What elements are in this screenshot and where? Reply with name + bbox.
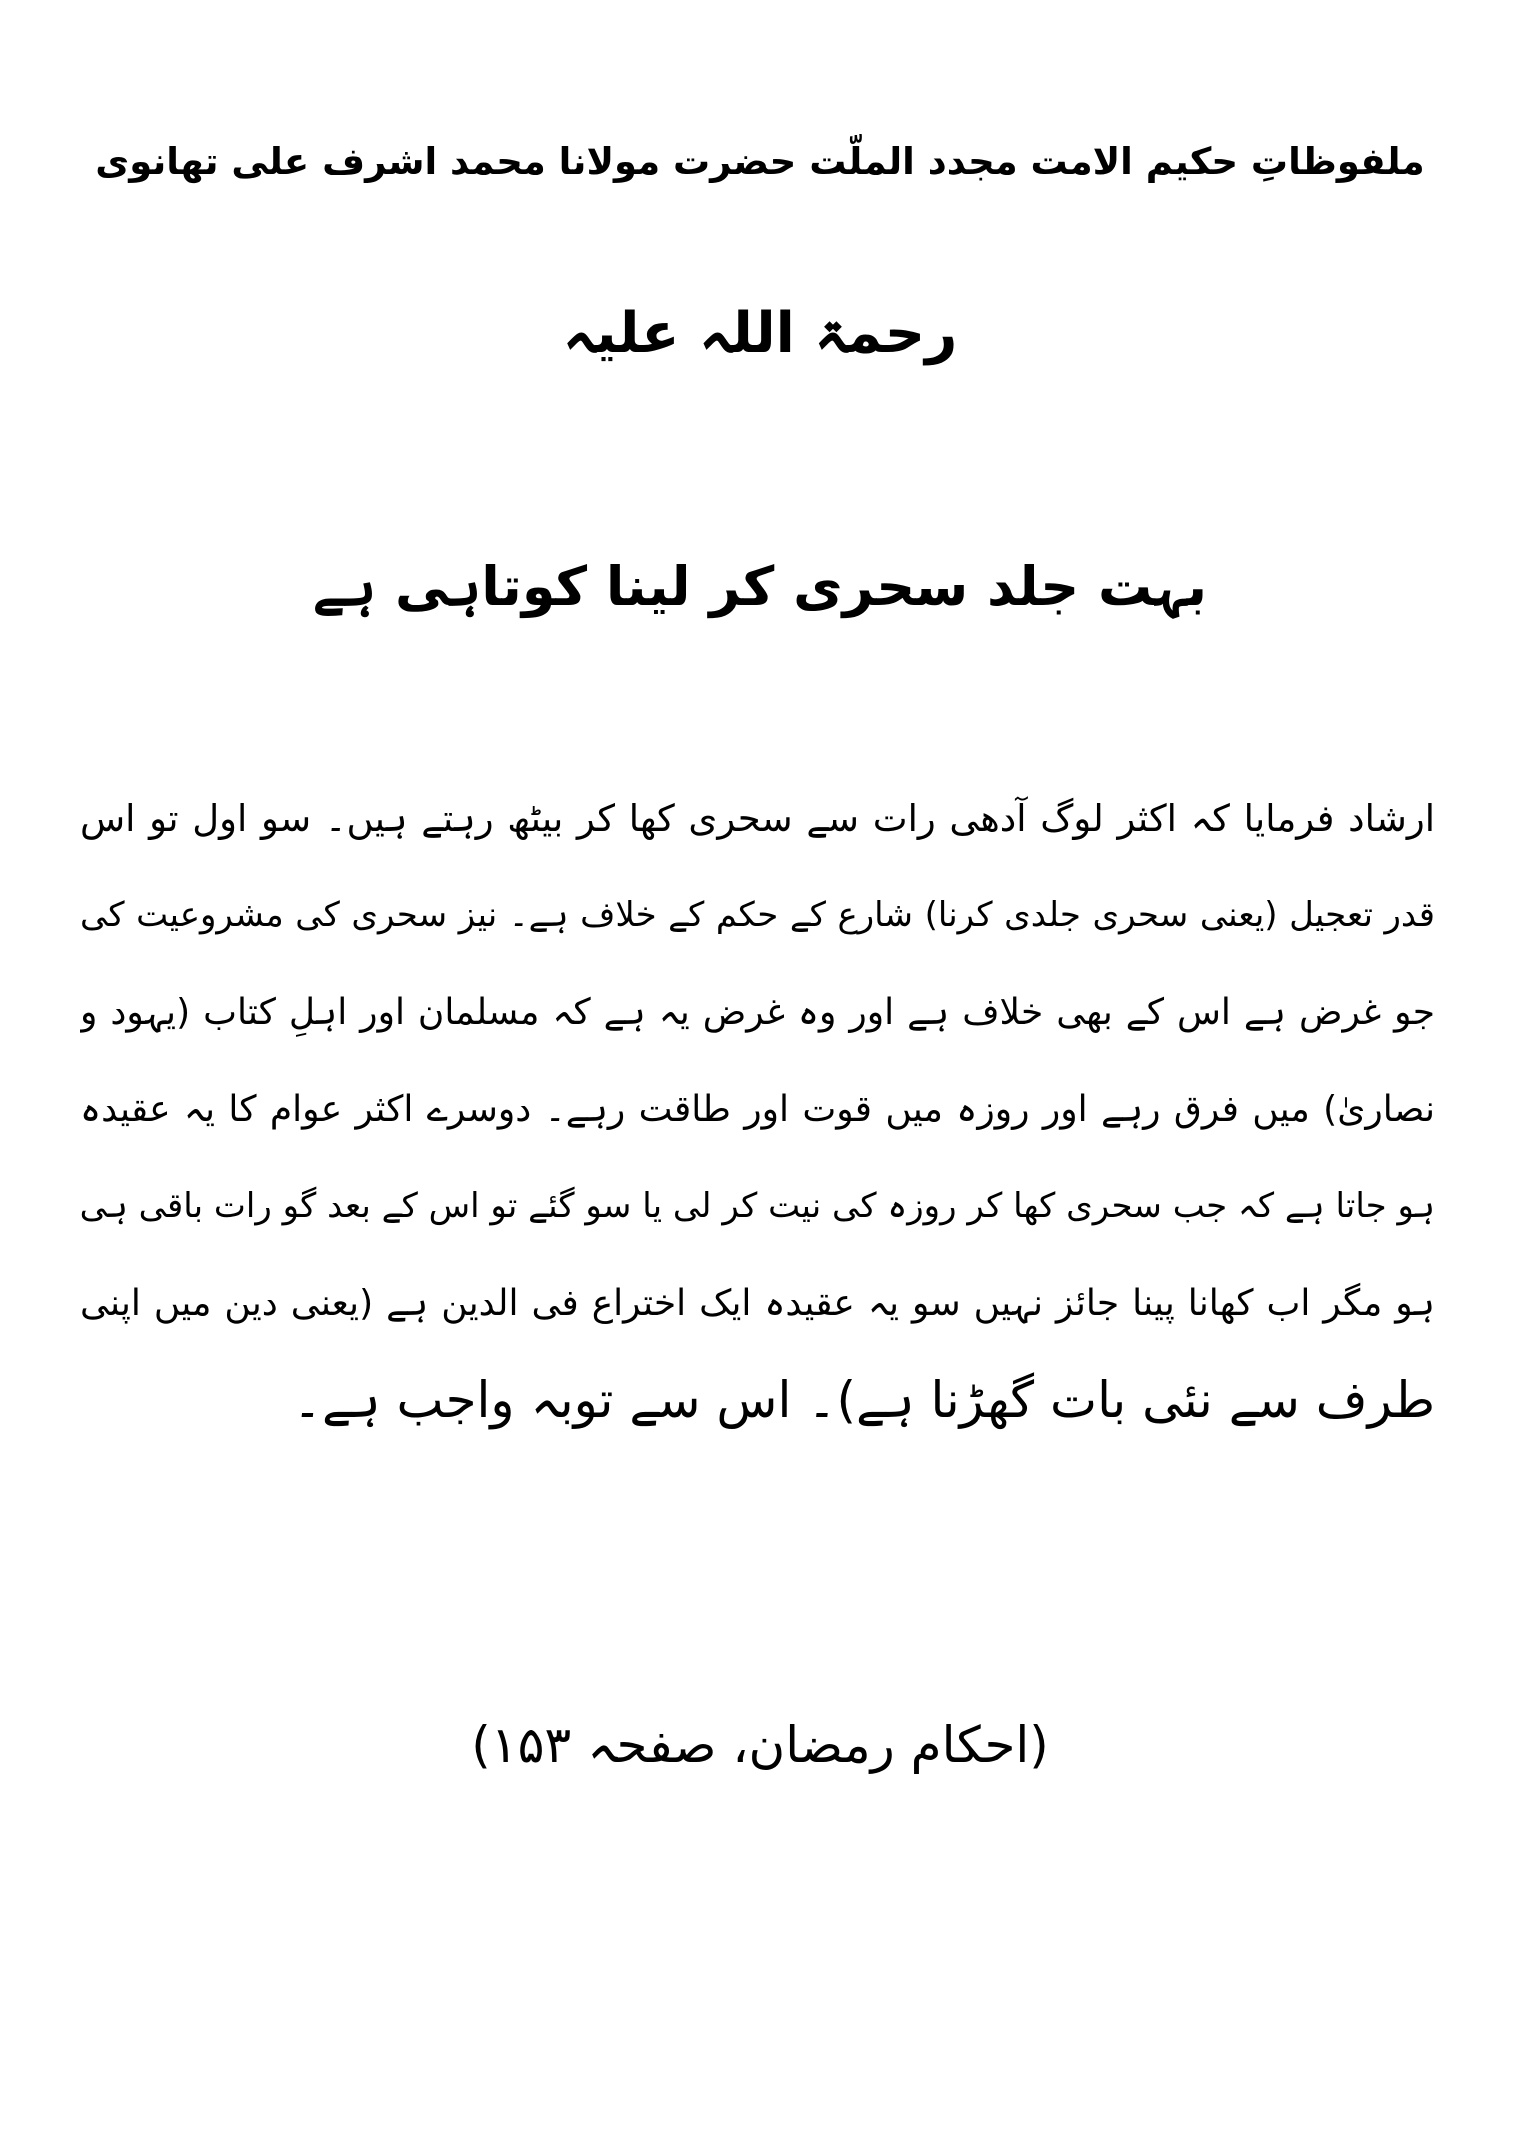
section-heading: بہت جلد سحری کر لینا کوتاہی ہے bbox=[312, 555, 1208, 618]
body-line-4: نصاریٰ) میں فرق رہے اور روزہ میں قوت اور طاقت رہے۔ دوسرے اکثر عوام کا یہ عقیدہ bbox=[80, 1089, 1435, 1130]
title-line-1: ملفوظاتِ حکیم الامت مجدد الملّت حضرت مولانا محمد اشرف علی تھانوی bbox=[95, 140, 1425, 183]
body-line-5: ہو جاتا ہے کہ جب سحری کھا کر روزہ کی نیت کر لی یا سو گئے تو اس کے بعد گو رات باقی ہی bbox=[80, 1186, 1435, 1226]
body-line-6: ہو مگر اب کھانا پینا جائز نہیں سو یہ عقیدہ ایک اختراع فی الدین ہے (یعنی دین میں اپنی bbox=[80, 1283, 1435, 1324]
body-line-1: ارشاد فرمایا کہ اکثر لوگ آدھی رات سے سحری کھا کر بیٹھ رہتے ہیں۔ سو اول تو اس bbox=[80, 797, 1435, 840]
title-line-2: رحمۃ اللہ علیہ bbox=[562, 301, 958, 366]
source-reference: (احکام رمضان، صفحہ ۱۵۳) bbox=[471, 1716, 1049, 1774]
body-line-3: جو غرض ہے اس کے بھی خلاف ہے اور وہ غرض یہ ہے کہ مسلمان اور اہلِ کتاب (یہود و bbox=[80, 992, 1435, 1033]
body-paragraph bbox=[80, 770, 1435, 1449]
body-line-2: قدر تعجیل (یعنی سحری جلدی کرنا) شارع کے حکم کے خلاف ہے۔ نیز سحری کی مشروعیت کی bbox=[80, 895, 1435, 935]
body-line-7: طرف سے نئی بات گھڑنا ہے)۔ اس سے توبہ واجب ہے۔ bbox=[292, 1371, 1435, 1429]
